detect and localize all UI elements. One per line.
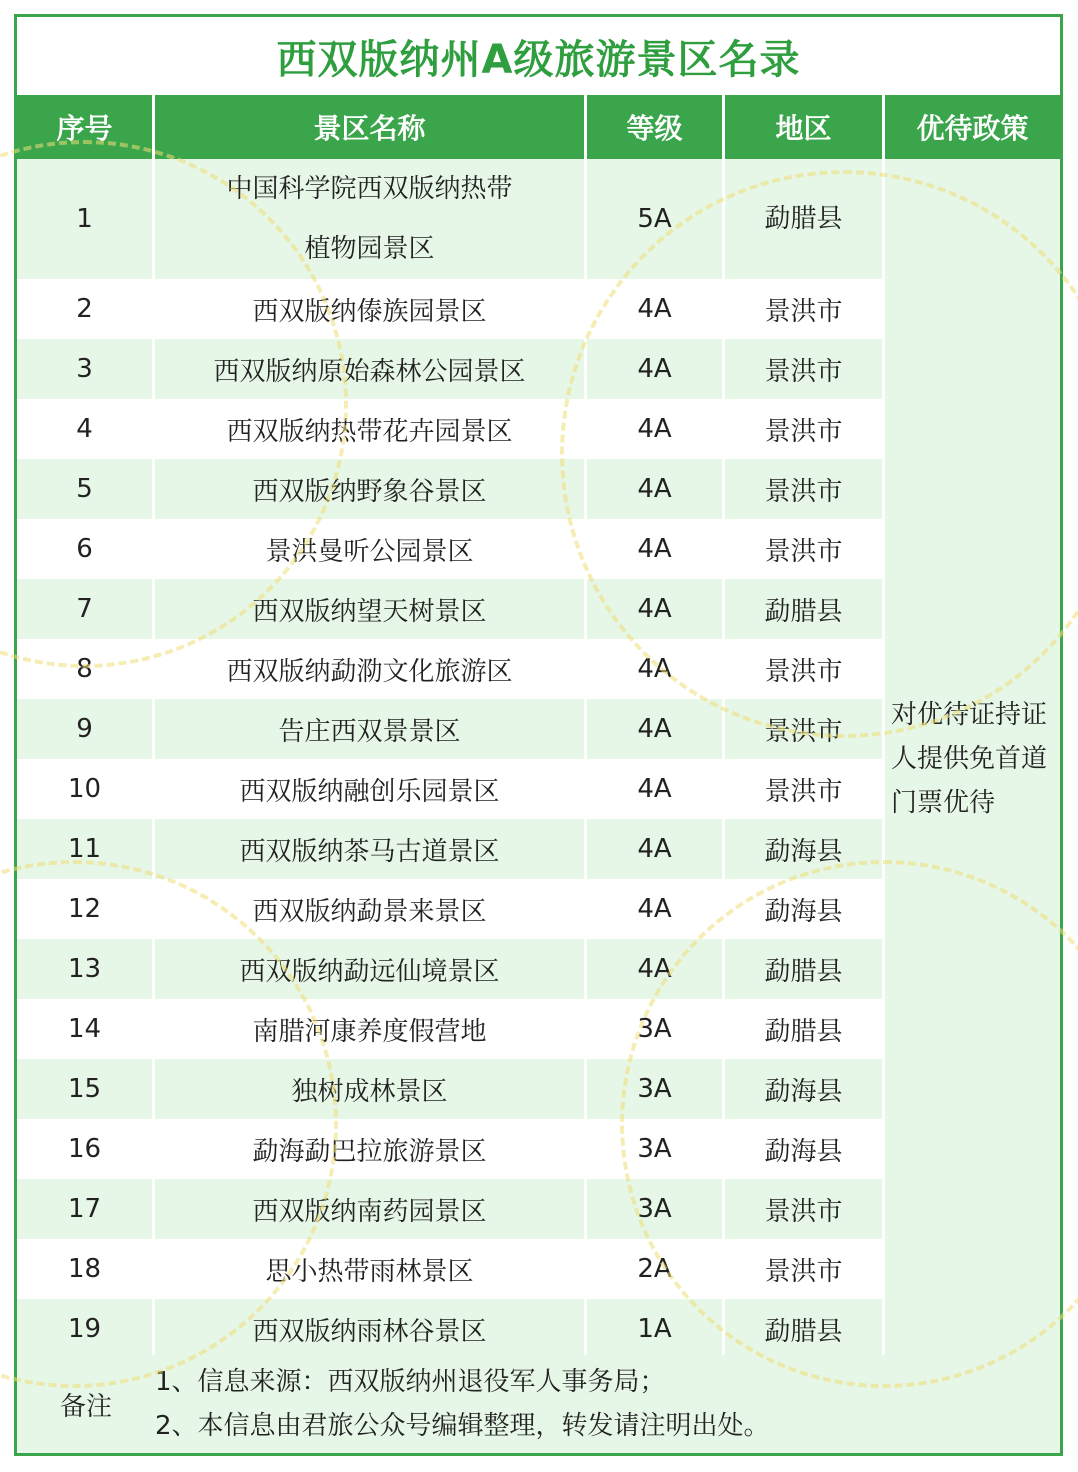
document-frame [14, 14, 1063, 1456]
cell-name: 西双版纳南药园景区 [155, 1179, 587, 1239]
cell-region: 勐腊县 [725, 999, 885, 1059]
cell-name: 西双版纳茶马古道景区 [155, 819, 587, 879]
cell-name: 独树成林景区 [155, 1059, 587, 1119]
table-row [17, 159, 1060, 279]
cell-region: 景洪市 [725, 759, 885, 819]
policy-cell: 对优待证持证人提供免首道门票优待 [885, 159, 1060, 1359]
header-no: 序号 [17, 95, 155, 159]
cell-level: 4A [587, 639, 725, 699]
cell-no: 9 [17, 699, 155, 759]
cell-no: 11 [17, 819, 155, 879]
cell-no: 16 [17, 1119, 155, 1179]
cell-level: 4A [587, 819, 725, 879]
cell-region: 勐海县 [725, 879, 885, 939]
cell-level: 2A [587, 1239, 725, 1299]
cell-level: 3A [587, 999, 725, 1059]
cell-no: 4 [17, 399, 155, 459]
header-name: 景区名称 [155, 95, 587, 159]
cell-name: 告庄西双景景区 [155, 699, 587, 759]
page-title: 西双版纳州A级旅游景区名录 [276, 36, 801, 83]
cell-region: 景洪市 [725, 399, 885, 459]
header-region: 地区 [725, 95, 885, 159]
cell-region: 勐海县 [725, 1059, 885, 1119]
cell-region: 景洪市 [725, 699, 885, 759]
cell-no: 18 [17, 1239, 155, 1299]
cell-region: 勐海县 [725, 819, 885, 879]
cell-name: 西双版纳勐景来景区 [155, 879, 587, 939]
note-line: 2、本信息由君旅公众号编辑整理，转发请注明出处。 [155, 1411, 770, 1441]
cell-no: 3 [17, 339, 155, 399]
cell-name: 西双版纳勐泐文化旅游区 [155, 639, 587, 699]
cell-name: 西双版纳野象谷景区 [155, 459, 587, 519]
cell-no: 14 [17, 999, 155, 1059]
cell-no: 2 [17, 279, 155, 339]
cell-name: 景洪曼听公园景区 [155, 519, 587, 579]
notes-section [17, 1355, 1060, 1453]
header-policy: 优待政策 [885, 95, 1060, 159]
cell-level: 1A [587, 1299, 725, 1359]
cell-no: 12 [17, 879, 155, 939]
note-line: 1、信息来源：西双版纳州退役军人事务局； [155, 1367, 666, 1397]
cell-name: 思小热带雨林景区 [155, 1239, 587, 1299]
cell-level: 5A [587, 159, 725, 279]
cell-level: 4A [587, 759, 725, 819]
cell-no: 1 [17, 159, 155, 279]
cell-no: 6 [17, 519, 155, 579]
cell-level: 3A [587, 1059, 725, 1119]
cell-region: 景洪市 [725, 1179, 885, 1239]
cell-name [155, 159, 587, 279]
scenic-areas-table [17, 95, 1060, 1359]
cell-name-text: 中国科学院西双版纳热带植物园景区 [226, 174, 513, 264]
cell-region: 勐腊县 [725, 1299, 885, 1359]
cell-region: 景洪市 [725, 519, 885, 579]
cell-level: 4A [587, 879, 725, 939]
cell-level: 3A [587, 1119, 725, 1179]
cell-no: 5 [17, 459, 155, 519]
cell-region: 勐腊县 [725, 939, 885, 999]
cell-region: 景洪市 [725, 279, 885, 339]
cell-region: 景洪市 [725, 459, 885, 519]
cell-level: 4A [587, 699, 725, 759]
header-level: 等级 [587, 95, 725, 159]
cell-level: 4A [587, 279, 725, 339]
cell-no: 19 [17, 1299, 155, 1359]
table-header-row [17, 95, 1060, 159]
cell-region: 勐腊县 [725, 579, 885, 639]
cell-level: 4A [587, 579, 725, 639]
cell-region: 景洪市 [725, 339, 885, 399]
cell-region: 景洪市 [725, 1239, 885, 1299]
cell-name: 西双版纳热带花卉园景区 [155, 399, 587, 459]
cell-name: 西双版纳融创乐园景区 [155, 759, 587, 819]
cell-no: 15 [17, 1059, 155, 1119]
cell-no: 8 [17, 639, 155, 699]
cell-name: 勐海勐巴拉旅游景区 [155, 1119, 587, 1179]
cell-region: 景洪市 [725, 639, 885, 699]
cell-level: 4A [587, 399, 725, 459]
cell-level: 3A [587, 1179, 725, 1239]
cell-name: 南腊河康养度假营地 [155, 999, 587, 1059]
cell-region: 勐海县 [725, 1119, 885, 1179]
cell-name: 西双版纳雨林谷景区 [155, 1299, 587, 1359]
cell-name: 西双版纳望天树景区 [155, 579, 587, 639]
cell-name: 西双版纳傣族园景区 [155, 279, 587, 339]
cell-level: 4A [587, 519, 725, 579]
notes-label: 备注 [59, 1391, 112, 1422]
cell-no: 10 [17, 759, 155, 819]
cell-no: 7 [17, 579, 155, 639]
cell-level: 4A [587, 339, 725, 399]
cell-no: 17 [17, 1179, 155, 1239]
cell-level: 4A [587, 459, 725, 519]
cell-name: 西双版纳原始森林公园景区 [155, 339, 587, 399]
cell-region: 勐腊县 [725, 159, 885, 279]
cell-name: 西双版纳勐远仙境景区 [155, 939, 587, 999]
cell-level: 4A [587, 939, 725, 999]
cell-no: 13 [17, 939, 155, 999]
